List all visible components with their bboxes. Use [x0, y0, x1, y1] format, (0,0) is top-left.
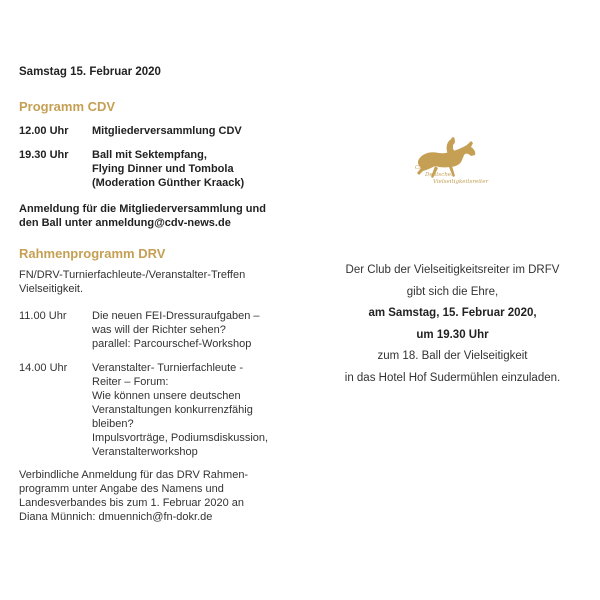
invitation-line: um 19.30 Uhr	[416, 328, 489, 341]
logo-text: Club Deutscher Vielseitigkeitsreiter	[415, 165, 489, 185]
drv-registration: Verbindliche Anmeldung für das DRV Rahmen- programm unter Angabe des Namens und Landesverbandes bis zum 1. Februar 2020 an Diana Münnich: dmuennich@fn-dokr.de	[19, 469, 249, 523]
invitation-text	[320, 260, 585, 389]
cdv-item-time: 19.30 Uhr	[19, 149, 69, 161]
drv-intro: FN/DRV-Turnierfachleute-/Veranstalter-Treffen Vielseitigkeit.	[19, 269, 246, 295]
drv-heading: Rahmenprogramm DRV	[19, 246, 166, 261]
invitation-line: in das Hotel Hof Sudermühlen einzuladen.	[344, 371, 561, 384]
cdv-registration: Anmeldung für die Mitgliederversammlung und den Ball unter anmeldung@cdv-news.de	[19, 203, 266, 229]
cdv-item-time: 12.00 Uhr	[19, 125, 69, 137]
invitation-line: am Samstag, 15. Februar 2020,	[368, 307, 537, 319]
drv-item-time: 14.00 Uhr	[19, 362, 68, 374]
drv-item-desc: Die neuen FEI-Dressuraufgaben – was will der Richter sehen? parallel: Parcourschef-Workshop	[92, 310, 260, 350]
invitation-line: gibt sich die Ehre,	[406, 285, 499, 298]
invitation-line: zum 18. Ball der Vielseitigkeit	[377, 350, 528, 362]
drv-item-desc: Veranstalter- Turnierfachleute - Reiter – Forum: Wie können unsere deutschen Veranstaltungen konkurrenzfähig bleiben? Impulsvorträge, Podiumsdiskussion, Veranstalterworkshop	[92, 362, 269, 458]
drv-item-time: 11.00 Uhr	[19, 310, 67, 322]
cdv-heading: Programm CDV	[19, 99, 116, 114]
cdv-item-desc: Mitgliederversammlung CDV	[92, 125, 242, 137]
program-date: Samstag 15. Februar 2020	[19, 66, 161, 78]
cdv-item-desc: Ball mit Sektempfang, Flying Dinner und Tombola (Moderation Günther Kraack)	[92, 149, 245, 189]
invitation-line: Der Club der Vielseitigkeitsreiter im DRFV	[345, 264, 560, 276]
